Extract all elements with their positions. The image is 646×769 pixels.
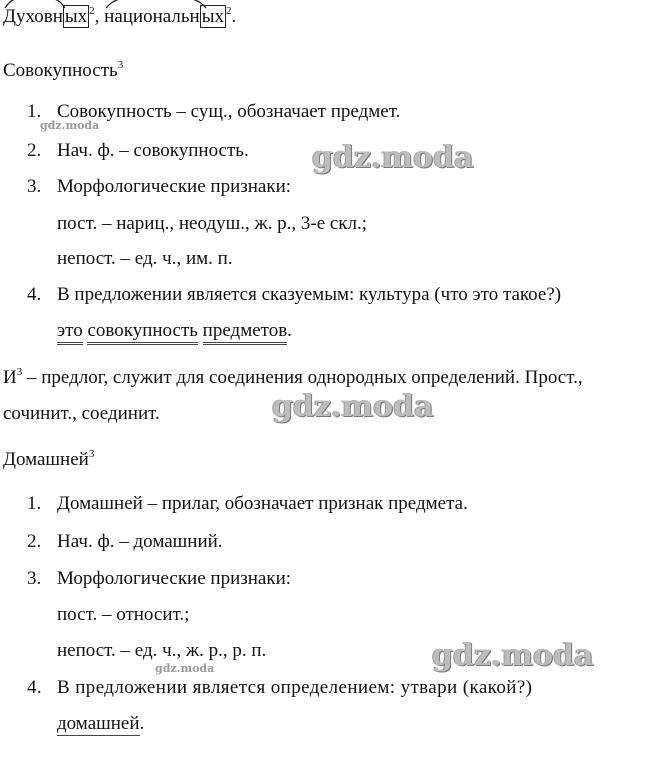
watermark-large: gdz.moda [432, 638, 594, 673]
list-item: 4. В предложении является сказуемым: культура (что это такое?) [27, 284, 562, 305]
watermark-large: gdz.moda [312, 140, 474, 175]
section2-title: Домашней$^3$ [3, 448, 95, 470]
list-item: 2. Нач. ф. – совокупность. [27, 140, 249, 161]
list-item: 3. Морфологические признаки: [27, 568, 292, 589]
root-arc-icon [5, 0, 65, 9]
underlined-word: это [57, 320, 83, 345]
watermark-small: gdz.moda [155, 662, 215, 675]
list-item: пост. – относит.; [57, 604, 190, 625]
list-item: 1. Домашней – прилаг, обозначает признак предмета. [27, 493, 468, 514]
list-item: 1. Совокупность – сущ., обозначает предмет. [27, 101, 401, 122]
underlined-word: совокупность [87, 320, 197, 345]
ending-box: ых [201, 6, 224, 27]
list-item-continuation: домашней. [57, 713, 145, 734]
section1-title: Совокупность$^3$ [3, 59, 124, 81]
underlined-word: домашней [57, 713, 140, 734]
list-item: непост. – ед. ч., ж. р., р. п. [57, 640, 267, 661]
header-line: Духовн ых $^2$, национальн ых $^2$. [3, 6, 236, 29]
list-item: пост. – нариц., неодуш., ж. р., 3-е скл.; [57, 213, 368, 234]
list-item-continuation: это совокупность предметов. [57, 320, 292, 343]
list-item: 4. В предложении является определением: утвари (какой?) [27, 677, 533, 698]
root-arc-icon [106, 0, 206, 9]
preposition-line1: $И^3$ – предлог, служит для соединения однородных определений. Прост., [3, 366, 583, 388]
list-item: 3. Морфологические признаки: [27, 176, 292, 197]
list-item: 2. Нач. ф. – домашний. [27, 531, 223, 552]
ending-box: ых [64, 6, 88, 27]
word-natsionalnykh: национальн ых $^2$ [104, 6, 231, 29]
underlined-word: предметов [203, 320, 288, 345]
word-dukhovnykh: Духовн ых $^2$ [3, 6, 95, 29]
watermark-small: gdz.moda [40, 119, 100, 132]
watermark-large: gdz.moda [272, 389, 434, 424]
preposition-line2: сочинит., соединит. [3, 403, 160, 424]
list-item: непост. – ед. ч., им. п. [57, 248, 233, 269]
